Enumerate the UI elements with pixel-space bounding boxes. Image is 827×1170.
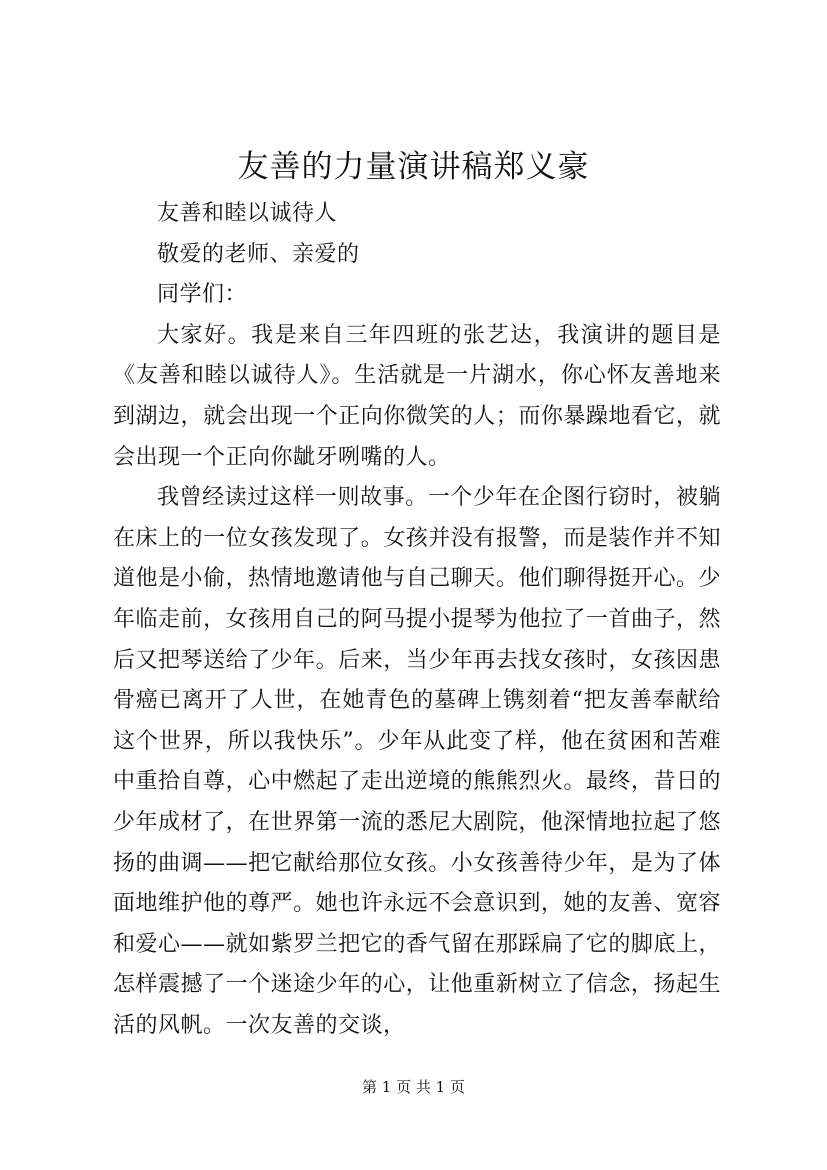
paragraph-salutation: 敬爱的老师、亲爱的 <box>157 241 360 267</box>
paragraph-story: 我曾经读过这样一则故事。一个少年在企图行窃时，被躺在床上的一位女孩发现了。女孩并没有报警，而是装作并不知道他是小偷，热情地邀请他与自己聊天。他们聊得挺开心。少年临走前，女孩用自己的阿马提小提琴为他拉了一首曲子，然后又把琴送给了少年。后来，当少年再去找女孩时，女孩因患骨癌已离开了人世，在她青色的墓碑上镌刻着“把友善奉献给这个世界，所以我快乐”。少年从此变了样，他在贫困和苦难中重拾自尊，心中燃起了走出逆境的熊熊烈火。最终，昔日的少年成材了，在世界第一流的悉尼大剧院，他深情地拉起了悠扬的曲调——把它献给那位女孩。小女孩善待少年，是为了体面地维护他的尊严。她也许永远不会意识到，她的友善、宽容和爱心——就如紫罗兰把它的香气留在那踩扁了它的脚底上，怎样震撼了一个迷途少年的心，让他重新树立了信念，扬起生活的风帆。一次友善的交谈， <box>113 485 721 1038</box>
document-body <box>113 194 721 1046</box>
paragraph-salutation-cont: 同学们： <box>157 282 248 308</box>
paragraph-intro: 大家好。我是来自三年四班的张艺达，我演讲的题目是《友善和睦以诚待人》。生活就是一片湖水，你心怀友善地来到湖边，就会出现一个正向你微笑的人；而你暴躁地看它，就会出现一个正向你龇牙咧嘴的人。 <box>113 322 721 470</box>
page-footer <box>0 1077 827 1097</box>
page-number-label: 第 1 页 共 1 页 <box>362 1078 465 1096</box>
paragraph-subtitle: 友善和睦以诚待人 <box>157 201 338 226</box>
document-title: 友善的力量演讲稿郑义豪 <box>237 149 590 185</box>
